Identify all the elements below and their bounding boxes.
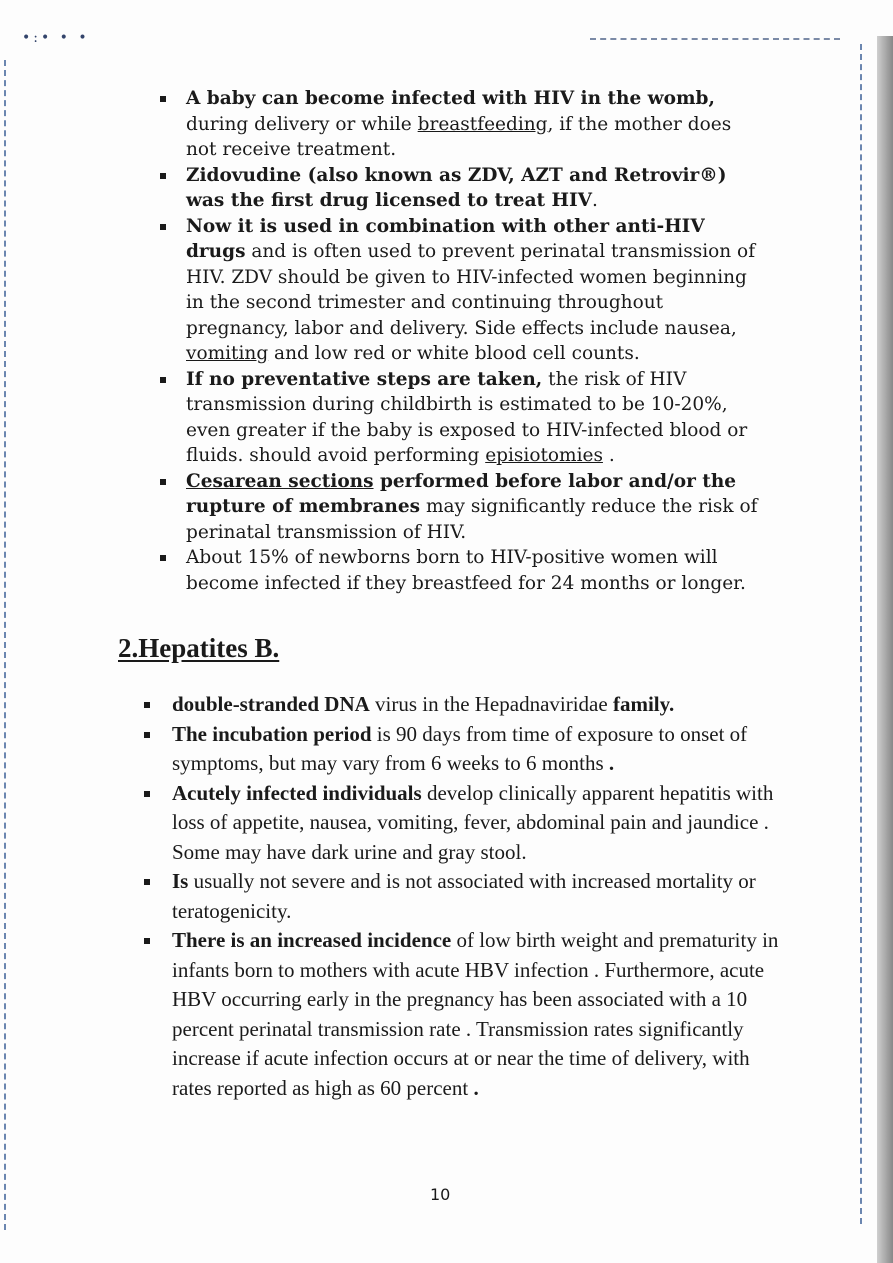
bullet-square-icon	[144, 791, 150, 797]
hiv-bullet-list	[160, 86, 760, 596]
bullet-bold-text: .	[603, 751, 615, 775]
bullet-bold-text: The incubation period	[172, 721, 372, 746]
bullet-square-icon	[160, 555, 166, 561]
scan-edge	[877, 36, 893, 1263]
bullet-text: of low birth weight and prematurity in infants born to mothers with acute HBV infection . Furthermore, acute HBV occurring early in the pregnancy has been associated with a 10 percent perinatal transmission rate . Transmission rates significantly increase if acute infection occurs at or near the time of delivery, with rates reported as high as 60 percent	[172, 928, 779, 1100]
page-border-top	[590, 38, 840, 40]
bullet-text: may significantly reduce the risk of perinatal transmission of HIV.	[186, 496, 758, 543]
bullet-text: About 15% of newborns born to HIV-positive women will become infected if they breastfeed for 24 months or longer.	[186, 547, 746, 594]
bullet-text: , if the mother does not receive treatment.	[186, 113, 732, 160]
bullet-square-icon	[160, 479, 166, 485]
bullet-text: and is often used to prevent perinatal transmission of HIV. ZDV should be given to HIV-infected women beginning in the second trimester and continuing throughout pregnancy, labor and delivery. Side effects include nausea,	[186, 241, 756, 339]
underlined-term: breastfeeding	[417, 113, 548, 135]
bullet-bold-text: A baby can become infected with HIV in the womb,	[186, 88, 715, 109]
underlined-term: vomiting	[186, 343, 269, 364]
list-item	[160, 367, 760, 469]
bullet-square-icon	[144, 879, 150, 885]
page-border-left	[4, 60, 6, 1230]
page-number: 10	[430, 1185, 451, 1204]
bullet-bold-text: If no preventative steps are taken,	[186, 368, 543, 390]
bullet-bold-text: .	[468, 1075, 479, 1100]
bullet-text: virus in the Hepadnaviridae	[369, 692, 613, 716]
list-item	[160, 469, 760, 546]
underlined-bold-term: Cesarean sections	[186, 470, 374, 492]
bullet-bold-text: There is an increased incidence	[172, 928, 452, 952]
list-item	[144, 926, 784, 1103]
list-item	[160, 163, 760, 214]
bullet-bold-text: performed before labor and/or the rupture of membranes	[186, 470, 737, 517]
bullet-bold-text: family.	[612, 692, 675, 716]
bullet-bold-text: double-stranded DNA	[172, 692, 370, 716]
bullet-text: usually not severe and is not associated with increased mortality or teratogenicity.	[172, 869, 756, 923]
bullet-text: .	[602, 445, 615, 466]
bullet-text: is 90 days from time of exposure to onset of symptoms, but may vary from 6 weeks to 6 months	[172, 721, 748, 775]
bullet-bold-text: Acutely infected individuals	[172, 780, 422, 805]
list-item	[144, 867, 784, 926]
bullet-square-icon	[160, 224, 166, 230]
list-item	[144, 779, 784, 868]
list-item	[144, 690, 784, 720]
hepatitis-b-bullet-list	[144, 690, 784, 1103]
bullet-square-icon	[144, 938, 150, 944]
bullet-square-icon	[144, 702, 150, 708]
bullet-text: .	[592, 190, 598, 211]
corner-marks: •:• • •	[22, 30, 90, 46]
section-heading: 2.Hepatites B.	[118, 633, 280, 663]
bullet-square-icon	[160, 173, 166, 179]
bullet-bold-text: Is	[172, 869, 189, 893]
bullet-bold-text: Now it is used in combination with other anti-HIV drugs	[186, 215, 705, 262]
bullet-text: the risk of HIV transmission during childbirth is estimated to be 10-20%, even greater if the baby is exposed to HIV-infected blood or fluids. should avoid performing	[186, 368, 748, 466]
list-item	[160, 214, 760, 367]
list-item	[144, 720, 784, 779]
bullet-square-icon	[144, 732, 150, 738]
bullet-square-icon	[160, 377, 166, 383]
bullet-text: develop clinically apparent hepatitis with loss of appetite, nausea, vomiting, fever, abdominal pain and jaundice . Some may have dark urine and gray stool.	[172, 780, 774, 864]
page-border-right	[860, 44, 862, 1224]
list-item	[160, 86, 760, 163]
underlined-term: episiotomies	[485, 445, 603, 466]
bullet-bold-text: Zidovudine (also known as ZDV, AZT and Retrovir®) was the first drug licensed to treat HIV	[186, 164, 727, 211]
bullet-square-icon	[160, 96, 166, 102]
bullet-text: and low red or white blood cell counts.	[268, 343, 640, 364]
bullet-text: during delivery or while	[186, 113, 418, 135]
list-item	[160, 545, 760, 596]
